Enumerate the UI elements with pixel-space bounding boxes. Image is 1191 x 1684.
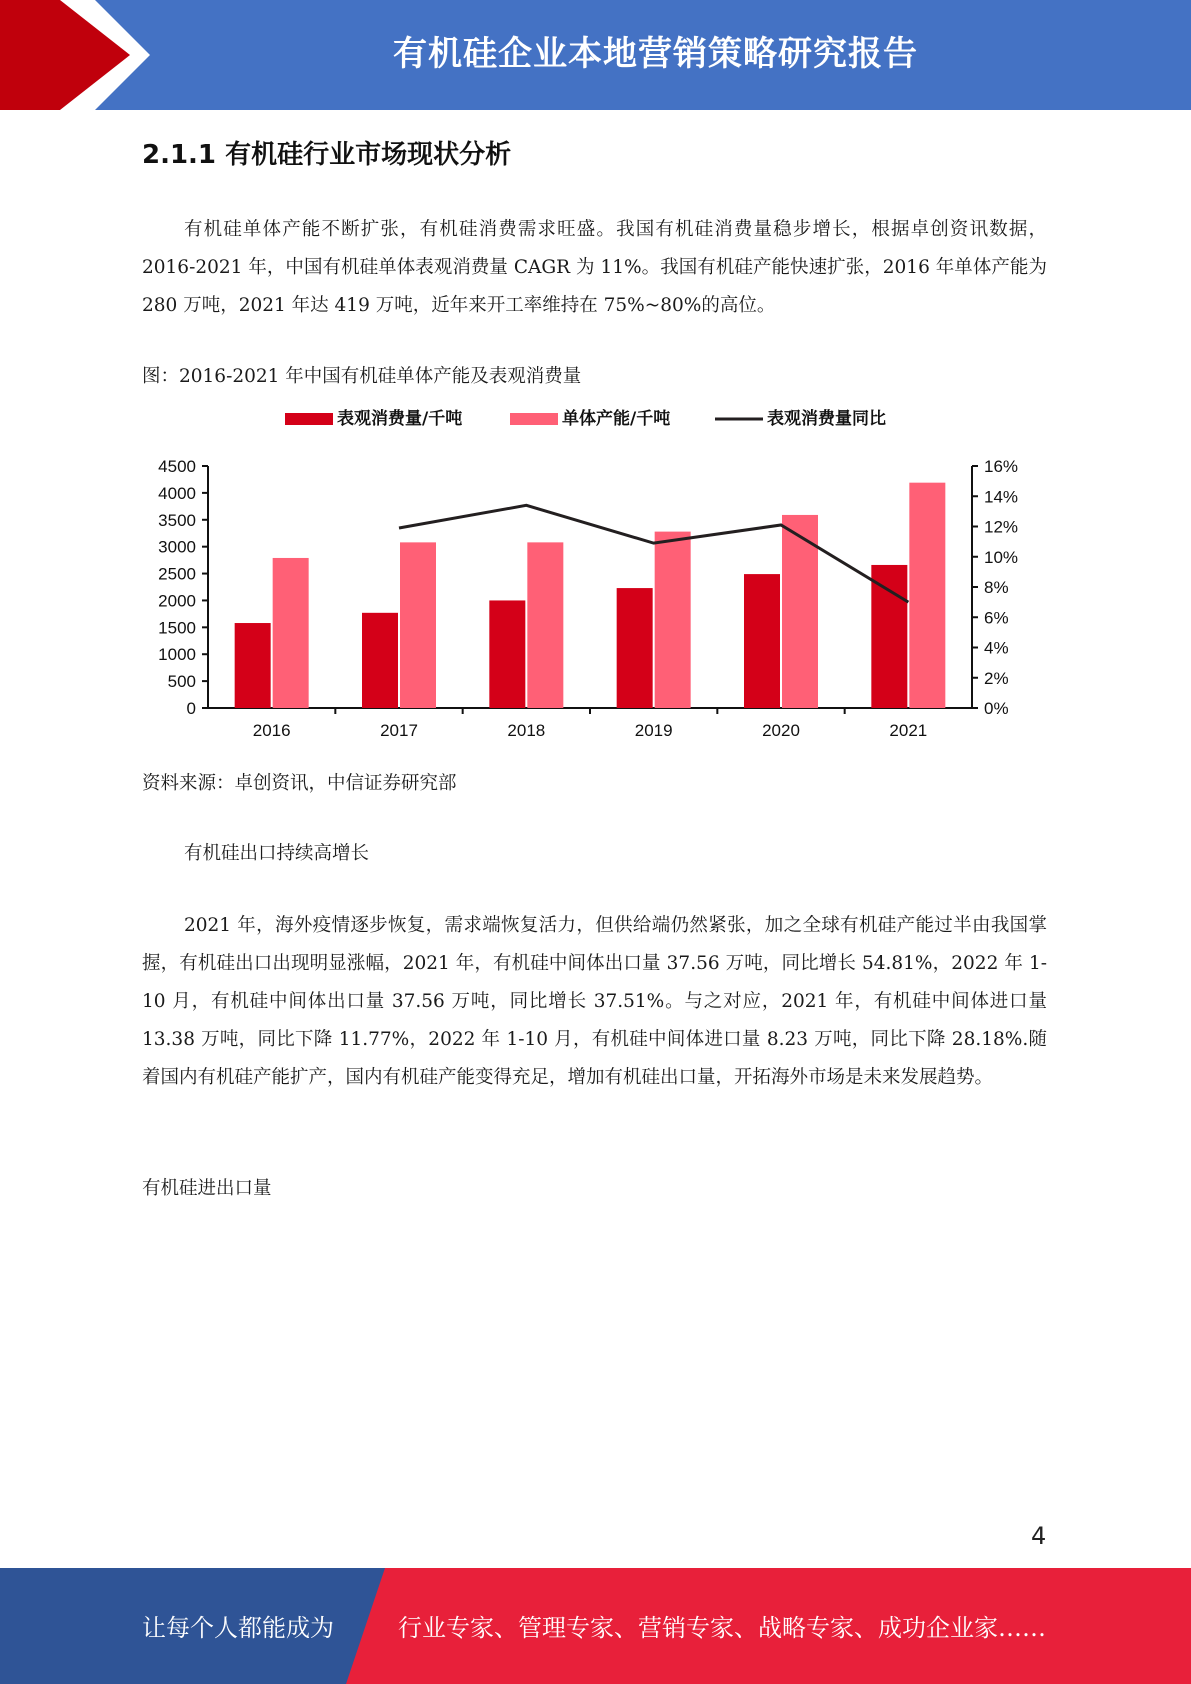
page-number: 4 [1031,1522,1047,1550]
capacity-bar [655,532,691,708]
y-left-tick-label: 3000 [158,537,196,557]
trade-volume-subheading: 有机硅进出口量 [142,1178,272,1199]
footer-slogan-left: 让每个人都能成为 [142,1614,334,1642]
y-left-tick-label: 3500 [158,510,196,530]
capacity-bar [400,542,436,708]
y-left-tick-label: 4000 [158,483,196,503]
y-left-tick-label: 1000 [158,645,196,665]
consumption-bar [235,623,271,708]
legend-swatch-2 [510,413,558,425]
capacity-bar [527,542,563,708]
consumption-bar [617,588,653,708]
x-tick-label: 2017 [380,721,418,740]
capacity-bar [273,558,309,708]
y-left-tick-label: 4500 [158,457,196,476]
legend-label-1: 表观消费量/千吨 [337,409,463,429]
y-right-tick-label: 12% [984,517,1019,537]
footer-slogan-right: 行业专家、管理专家、营销专家、战略专家、成功企业家…… [398,1614,1046,1642]
y-left-tick-label: 500 [167,672,196,692]
y-right-tick-label: 2% [984,668,1009,688]
y-right-tick-label: 0% [984,699,1009,718]
y-left-tick-label: 2000 [158,591,196,611]
figure-caption: 图：2016-2021 年中国有机硅单体产能及表观消费量 [142,366,582,387]
y-right-tick-label: 16% [984,457,1019,476]
export-paragraph: 2021 年，海外疫情逐步恢复，需求端恢复活力，但供给端仍然紧张，加之全球有机硅产能过半由我国掌握，有机硅出口出现明显涨幅，2021 年，有机硅中间体出口量 37.56 万吨，同比增长 54.81%，2022 年 1-10 月，有机硅中间体出口量 37.56 万吨，同比增长 37.51%。与之对应，2021 年，有机硅中间体进口量 13.38 万吨，同比下降 11.77%，2022 年 1-10 月，有机硅中间体进口量 8.23 万吨，同比下降 28.18%.随着国内有机硅产能扩产，国内有机硅产能变得充足，增加有机硅出口量，开拓海外市场是未来发展趋势。 [142,915,1047,1088]
x-tick-label: 2020 [762,721,800,740]
source-note: 资料来源：卓创资讯，中信证券研究部 [142,773,457,794]
y-right-tick-label: 4% [984,638,1009,658]
consumption-bar [489,600,525,708]
x-tick-label: 2016 [252,721,291,740]
y-left-tick-label: 2500 [158,564,196,584]
page-header [0,0,1191,110]
x-tick-label: 2018 [507,721,546,740]
y-right-tick-label: 10% [984,547,1019,567]
section-heading: 2.1.1 有机硅行业市场现状分析 [142,140,512,170]
capacity-consumption-chart [140,400,1060,750]
y-right-tick-label: 6% [984,608,1009,628]
page-footer [0,1568,1191,1684]
consumption-bar [744,574,780,708]
x-tick-label: 2021 [889,721,928,740]
capacity-bar [909,483,945,708]
legend-swatch-1 [285,413,333,425]
y-left-tick-label: 0 [186,699,196,718]
y-right-tick-label: 8% [984,578,1009,597]
legend-label-3: 表观消费量同比 [767,409,886,429]
consumption-bar [362,613,398,708]
consumption-bar [871,565,907,708]
yoy-growth-line [399,505,908,602]
report-title: 有机硅企业本地营销策略研究报告 [393,34,918,74]
market-status-paragraph: 有机硅单体产能不断扩张，有机硅消费需求旺盛。我国有机硅消费量稳步增长，根据卓创资讯数据，2016-2021 年，中国有机硅单体表观消费量 CAGR 为 11%。我国有机硅产能快速扩张，2016 年单体产能为 280 万吨，2021 年达 419 万吨，近年来开工率维持在 75%~80%的高位。 [142,219,1047,316]
x-tick-label: 2019 [634,721,673,740]
y-left-tick-label: 1500 [158,618,196,638]
y-right-tick-label: 14% [984,487,1019,507]
legend-label-2: 单体产能/千吨 [562,409,671,429]
export-subheading: 有机硅出口持续高增长 [184,843,370,864]
